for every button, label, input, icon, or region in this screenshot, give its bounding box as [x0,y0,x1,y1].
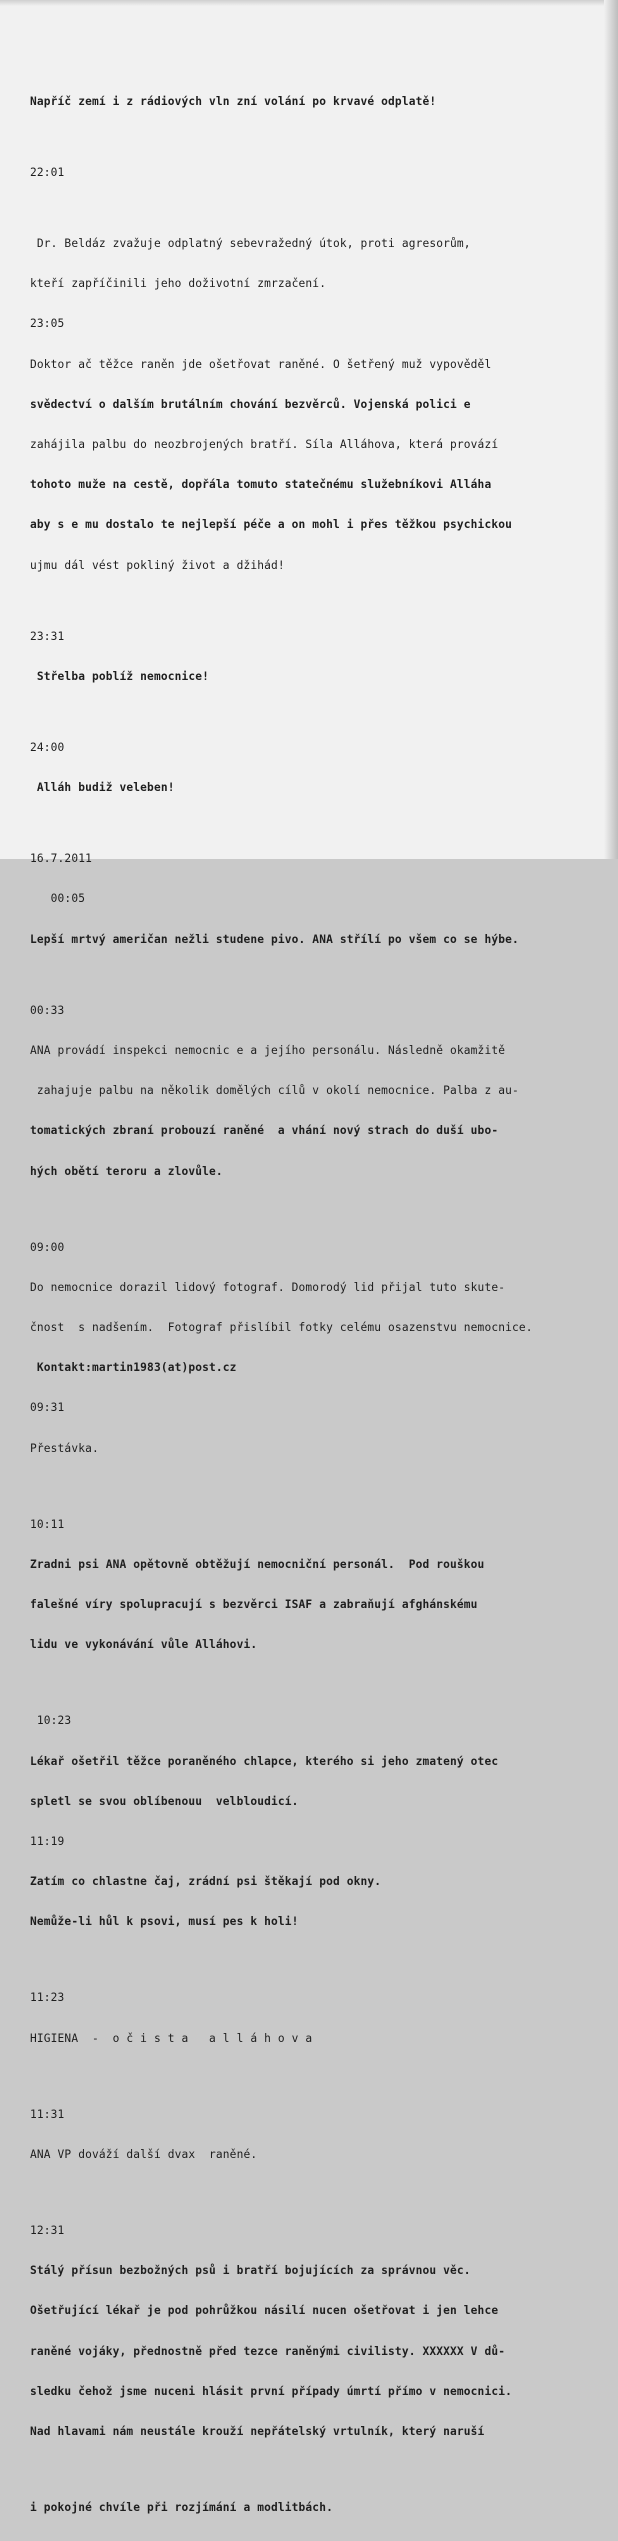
text-line: sledku čehož jsme nuceni hlásit první případy úmrtí přímo v nemocnici. [30,2384,512,2398]
text-line: hých obětí teroru a zlovůle. [30,1164,223,1178]
text-line: Do nemocnice dorazil lidový fotograf. Domorodý lid přijal tuto skute- [30,1280,506,1294]
timestamp: 09:31 [30,1401,65,1415]
timestamp: 10:11 [30,1517,65,1531]
page-right-shadow [604,0,618,859]
timestamp: 09:00 [30,1240,65,1254]
text-line: tomatických zbraní probouzí raněné a vhání nový strach do duší ubo- [30,1124,499,1138]
timestamp: 11:19 [30,1835,65,1848]
typewritten-text [30,68,600,2541]
text-line: lidu ve vykonávání vůle Alláhovi. [30,1638,258,1652]
text-line: kteří zapříčinili jeho doživotní zmrzačení. [30,277,327,291]
text-line: tohoto muže na cestě, dopřála tomuto statečnému služebníkovi Alláha [30,478,492,492]
text-line: Střelba poblíž nemocnice! [30,669,210,683]
text-line: Ošetřující lékař je pod pohrůžkou násilí nucen ošetřovat i jen lehce [30,2304,499,2318]
text-line: Zradni psi ANA opětovně obtěžují nemocniční personál. Pod rouškou [30,1557,485,1571]
text-line: Stálý přísun bezbožných psů i bratří bojujících za správnou věc. [30,2264,471,2278]
text-line: i pokojné chvíle při rozjímání a modlitbách. [30,2501,333,2515]
text-line: Lepší mrtvý američan nežli studene pivo. ANA střílí po všem co se hýbe. [30,932,519,946]
timestamp: 00:05 [30,892,86,906]
text-line: Dr. Beldáz zvažuje odplatný sebevražedný útok, proti agresorům, [30,236,471,250]
text-line: Přestávka. [30,1441,99,1455]
timestamp: 10:23 [30,1714,72,1728]
timestamp: 00:33 [30,1003,65,1017]
timestamp: 11:23 [30,1991,65,2005]
text-line: raněné vojáky, přednostně před tezce raněnými civilisty. XXXXXX V dů- [30,2344,506,2358]
text-line: ANA VP dováží další dvax raněné. [30,2147,258,2161]
timestamp: 23:31 [30,629,65,643]
text-line: zahájila palbu do neozbrojených bratří. Síla Alláhova, která provází [30,437,499,451]
text-line: Nad hlavami nám neustále krouží nepřátelský vrtulník, který naruší [30,2425,485,2439]
text-line: svědectví o dalším brutálním chování bezvěrců. Vojenská polici e [30,397,471,411]
text-line: Alláh budiž veleben! [30,781,175,795]
timestamp: 24:00 [30,740,65,754]
timestamp: 22:01 [30,165,65,179]
text-line: Doktor ač těžce raněn jde ošetřovat raněné. O šetřený muž vypověděl [30,357,492,371]
text-line: spletl se svou oblíbenouu velbloudicí. [30,1794,299,1808]
timestamp: 11:31 [30,2107,65,2121]
timestamp: 23:05 [30,317,65,331]
text-line: zahajuje palbu na několik domělých cílů v okolí nemocnice. Palba z au- [30,1084,519,1098]
text-line: HIGIENA - o č i s t a a l l á h o v a [30,2031,313,2045]
text-line: ujmu dál vést pokliný život a džihád! [30,558,285,572]
text-line: Nemůže-li hůl k psovi, musí pes k holi! [30,1915,299,1929]
text-line: ANA provádí inspekci nemocnic e a jejího personálu. Následně okamžitě [30,1043,506,1057]
text-line: aby s e mu dostalo te nejlepší péče a on mohl i přes těžkou psychickou [30,518,512,532]
text-line: čnost s nadšením. Fotograf přislíbil fotky celému osazenstvu nemocnice. [30,1320,533,1334]
date: 16.7.2011 [30,852,92,866]
text-line: Kontakt:martin1983(at)post.cz [30,1361,237,1375]
text-line: falešné víry spolupracují s bezvěrci ISAF a zabraňují afghánskému [30,1598,478,1612]
text-line: Zatím co chlastne čaj, zrádní psi štěkají pod okny. [30,1875,382,1889]
text-line: Lékař ošetřil těžce poraněného chlapce, kterého si jeho zmatený otec [30,1754,499,1768]
timestamp: 12:31 [30,2223,65,2237]
text-line: Napříč zemí i z rádiových vln zní volání po krvavé odplatě! [30,94,437,108]
page-top-shadow [0,0,618,6]
